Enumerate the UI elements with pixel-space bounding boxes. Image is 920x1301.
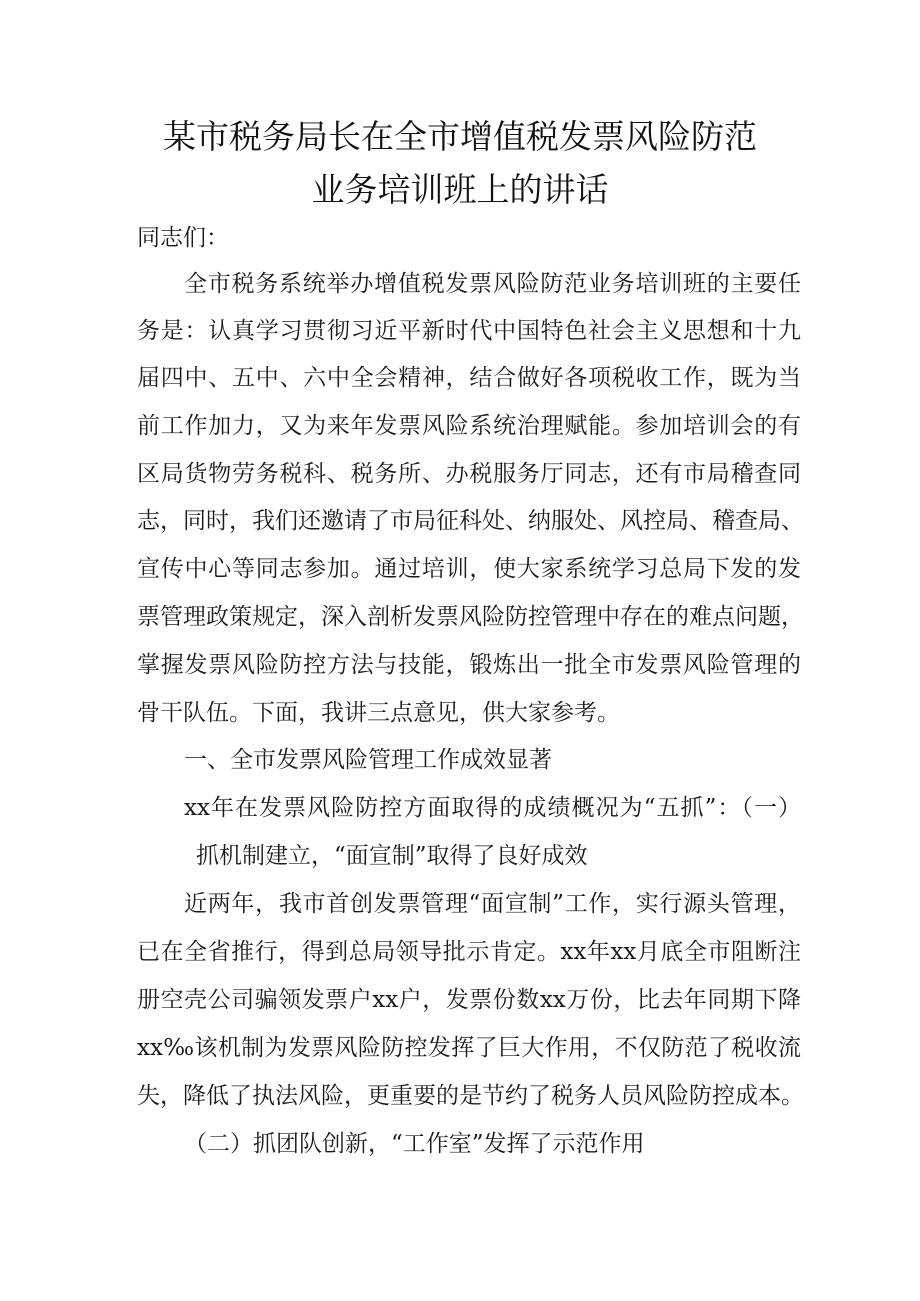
paragraph-line: 届四中、五中、六中全会精神，结合做好各项税收工作，既为当 [137, 365, 801, 391]
paragraph-line: 全市税务系统举办增值税发票风险防范业务培训班的主要任 [184, 271, 801, 297]
subsection-heading: （二）抓团队创新，“工作室”发挥了示范作用 [184, 1131, 645, 1157]
document-title-line-2: 业务培训班上的讲话 [311, 170, 609, 209]
paragraph-line: 区局货物劳务税科、税务所、办税服务厅同志，还有市局稽查同 [137, 461, 801, 487]
document-title-line-1: 某市税务局长在全市增值税发票风险防范 [163, 117, 757, 156]
paragraph-line: 志，同时，我们还邀请了市局征科处、纳服处、风控局、稽查局、 [137, 508, 804, 534]
paragraph-line: 前工作加力，又为来年发票风险系统治理赋能。参加培训会的有 [137, 413, 801, 439]
paragraph-line: 近两年，我市首创发票管理“面宣制”工作，实行源头管理， [184, 891, 801, 917]
paragraph-line: 失，降低了执法风险，更重要的是节约了税务人员风险防控成本。 [137, 1083, 804, 1109]
paragraph-line: 宣传中心等同志参加。通过培训，使大家系统学习总局下发的发 [137, 556, 801, 582]
paragraph-line: xx年在发票风险防控方面取得的成绩概况为“五抓”：（一） [184, 795, 801, 821]
paragraph-line: 掌握发票风险防控方法与技能，锻炼出一批全市发票风险管理的 [137, 652, 801, 678]
paragraph-line: 务是：认真学习贯彻习近平新时代中国特色社会主义思想和十九 [137, 318, 801, 344]
salutation: 同志们： [137, 225, 229, 251]
subsection-heading: 抓机制建立，“面宣制”取得了良好成效 [196, 843, 588, 869]
paragraph-line: 票管理政策规定，深入剖析发票风险防控管理中存在的难点问题， [137, 604, 804, 630]
paragraph-line: 册空壳公司骗领发票户xx户，发票份数xx万份，比去年同期下降 [137, 987, 801, 1013]
paragraph-line: 骨干队伍。下面，我讲三点意见，供大家参考。 [137, 700, 620, 726]
section-heading: 一、全市发票风险管理工作成效显著 [184, 747, 552, 773]
paragraph-line: 已在全省推行，得到总局领导批示肯定。xx年xx月底全市阻断注 [137, 939, 801, 965]
paragraph-line: xx‰该机制为发票风险防控发挥了巨大作用，不仅防范了税收流 [137, 1035, 801, 1061]
